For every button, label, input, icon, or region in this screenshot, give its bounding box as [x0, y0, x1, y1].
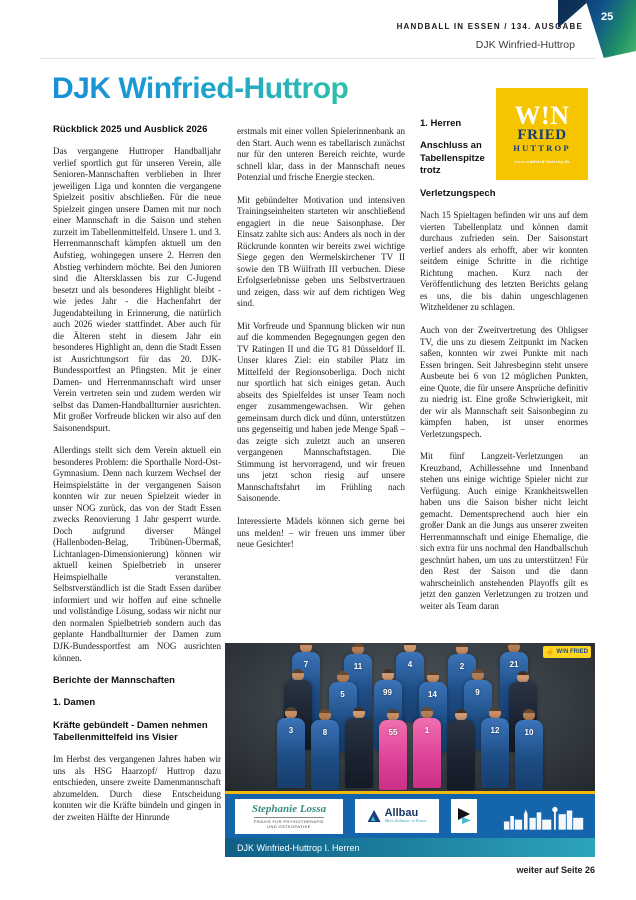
jersey-number: 14: [428, 690, 437, 699]
body-paragraph: Das vergangene Huttroper Handballjahr verlief sportlich gut für unseren Verein, alle Senioren-Mannschaften verblieben in Ihrer jeweiligen Liga und konnten die vergangene Spielzeit positiv abschließen. Für die neue Spielzeit gingen unsere Damen mit nur noch einer Mannschaft in die Saison und stehen zurzeit im Tabellenmittelfeld. Unsere 1. und 3. Herrenmannschaft kämpfen aktuell um den Aufstieg, wohingegen unsere 2. Herren den Abstieg verhindern möchte. Bei den Junioren sind die Altersklassen bis zur C-Jugend besetzt und als besonderes Highlight bleibt - wie jedes Jahr - die Hachenfahrt der Jugendabteilung in Erinnerung, die natürlich auch 2026 wieder stattfindet. Aber auch für die Älteren steht in diesem Jahr ein besonderes Highlight an, denn die Stadt Essen ist Ausrichtungsort für das 20. DJK-Bundessportfest an Pfingsten. Mit je einer Damen- und Herrenmannschaft wird unser Verein vertreten sein und zudem werden wir selbst das Damen-Handballturnier ausrichten. Mit großer Vorfreude blicken wir also auf den Saisonendspurt.: [53, 146, 221, 433]
team-photo-image: [225, 643, 595, 791]
player-jersey: [345, 718, 373, 788]
sponsor-physio-name: Stephanie Lossa: [251, 802, 327, 815]
report-heading-damen: Kräfte gebündelt - Damen nehmen Tabellenmittelfeld ins Visier: [53, 719, 208, 744]
player-figure: [413, 707, 441, 790]
sponsor-physio-logo: [235, 799, 343, 834]
logo-url: www.winfried-huttrop.de: [514, 158, 570, 164]
player-figure: [447, 709, 475, 790]
body-paragraph: Interessierte Mädels können sich gerne bei uns melden! – wir freuen uns immer über neue Gesichter!: [237, 515, 405, 550]
logo-line-fried: FRIED: [517, 127, 567, 144]
logo-line-huttrop: HUTTROP: [513, 143, 571, 154]
sponsor-allbau-name: Allbau: [384, 807, 419, 820]
jersey-number: 12: [490, 726, 500, 735]
body-paragraph: Im Herbst des vergangenen Jahres haben wir uns als HSG Haarzopf/ Huttrop dazu entschieden, unsere zweite Damenmannschaft abzumelden. Durch diese Entscheidung konnten wir die Kräfte bündeln und gingen in der zweiten Hälfte der Hinrunde: [53, 754, 221, 822]
allbau-triangle-icon: [368, 810, 381, 822]
player-figure: [515, 709, 543, 790]
player-jersey: [277, 718, 305, 788]
body-paragraph: Mit Vorfreude und Spannung blicken wir nun auf die kommenden Begegnungen gegen den TV Ratingen II und die TG 81 Düsseldorf II. Unser klares Ziel: ein stabiler Platz im Mittelfeld der Regionsoberliga. Doch nicht nur sportlich hat sich einiges getan. Auch abseits des Spielfeldes ist unser Team noch enger zusammengewachsen. Wir gehen gemeinsam durch dick und dünn, unterstützen uns gegenseitig und haben jede Menge Spaß – das zeigte sich zuletzt auch an unseren vergangenen Mannschaftstagen. Die Stimmung ist hervorragend, und wir freuen uns jetzt schon riesig auf unsere Mannschaftsfahrt im Frühling nach Saisonende.: [237, 320, 405, 504]
jersey-number: 2: [459, 662, 465, 671]
player-jersey: [379, 720, 407, 790]
logo-line-win: W!N: [514, 100, 570, 130]
team-subheading-damen: 1. Damen: [53, 697, 96, 709]
jersey-number: 11: [353, 662, 363, 671]
player-figure: [345, 707, 373, 790]
jersey-number: 9: [475, 688, 480, 697]
sponsor-band: [225, 794, 595, 838]
sponsor-allbau-tagline: Mein Zuhause in Essen: [384, 818, 427, 824]
intro-heading: Rückblick 2025 und Ausblick 2026: [53, 124, 208, 135]
body-paragraph: Auch von der Zweitvertretung des Ohligser TV, die uns zu diesem Zeitpunkt im Nacken saßen, konnten wir zwei Punkte mit nach Essen bringen. Seit Jahresbeginn steht unsere Ausbeute bei 6 von 12 möglichen Punkten, eine Quote, die für unsere Ansprüche definitiv zu niedrig ist. Eine große Schwierigkeit, mit der wir als Mannschaft seit Saisonbeginn zu kämpfen haben, ist unser enormes Verletzungspech.: [420, 324, 588, 439]
arrow-teal-icon: [462, 817, 471, 824]
jersey-number: 7: [303, 660, 309, 669]
player-figure: [481, 707, 509, 790]
jersey-number: 8: [322, 728, 328, 737]
team-photo: [225, 643, 595, 857]
winfried-huttrop-logo: [496, 88, 588, 180]
header-club-name: DJK Winfried-Huttrop: [475, 39, 575, 51]
photo-club-badge: [543, 646, 591, 658]
player-jersey: [515, 720, 543, 790]
body-paragraph: Mit fünf Langzeit-Verletzungen an Kreuzband, Achillessehne und Innenband stehen uns einige wichtige Spieler nicht zur Verfügung. Auch einige Krankheitswellen haben uns die Saison bisher nicht leicht gemacht. Dementsprechend auch hier ein großer Dank an die Jungs aus unserer zweiten Herrenmannschaft und einige Ehemalige, die sich extra für uns nochmal den Handballschuh geschnürt haben, um uns zu unterstützen! Für den Rest der Saison und die dann wahrscheinlich anstehenden Playoffs gilt es jetzt den ganzen Verletzungen zu trotzen und weiter als Team daran: [420, 451, 588, 611]
body-paragraph: erstmals mit einer vollen Spielerinnenbank an den Start. Auch wenn es tabellarisch zunächst nur für den unteren Bereich reichte, wurde schnell klar, dass in der Mannschaft neues Potenzial und frische Energie stecken.: [237, 126, 405, 183]
victory-hand-icon: ✌: [545, 649, 555, 656]
jersey-number: 1: [424, 726, 430, 735]
issue-kicker: HANDBALL IN ESSEN / 134. AUSGABE: [396, 22, 583, 31]
badge-label: W!N FRIED: [556, 649, 588, 655]
sponsor-arrow-logo: [451, 799, 477, 833]
sponsor-physio-subtitle: PRAXIS FÜR PHYSIOTHERAPIE UND OSTEOPATHIE: [253, 818, 325, 829]
page-title: DJK Winfried-Huttrop: [52, 72, 349, 105]
body-paragraph: Mit gebündelter Motivation und intensiven Trainingseinheiten starteten wir anschließend engagiert in die neue Saisonphase. Der Einsatz zahlte sich aus: Anders als noch in der Rückrunde konnten wir bereits zwei wichtige Siege gegen den Wermelskirchener TV II sowie den TB Wülfrath III verbuchen. Diese Erfolgserlebnisse geben uns Selbstvertrauen und zeigen, dass wir auf dem richtigen Weg sind.: [237, 194, 405, 309]
header-divider: [40, 58, 596, 59]
player-figure: [379, 709, 407, 790]
jersey-number: 99: [383, 688, 392, 697]
column-1: [53, 124, 221, 835]
essen-skyline-icon: [503, 802, 585, 830]
page-number: 25: [601, 11, 614, 23]
team-subheading-herren: 1. Herren: [420, 118, 462, 129]
player-figure: [311, 709, 339, 790]
column-3: [420, 88, 588, 623]
jersey-number: 21: [509, 660, 519, 669]
jersey-number: 10: [524, 728, 534, 737]
player-jersey: [481, 718, 509, 788]
continue-note: weiter auf Seite 26: [516, 865, 595, 875]
section-heading: Berichte der Mannschaften: [53, 675, 175, 687]
body-paragraph: Nach 15 Spieltagen befinden wir uns auf dem vierten Tabellenplatz und können damit durchaus zufrieden sein. Der Saisonstart verlief anders als erhofft, aber wir konnten seitdem einige Schritte in die richtige Richtung machen. Kurz nach der Veröffentlichung des letzten Berichts gelang es uns, die bis dahin ungeschlagenen Witzheldener zu schlagen.: [420, 210, 588, 313]
column-2: [237, 126, 405, 562]
body-paragraph: Allerdings stellt sich dem Verein aktuell ein besonderes Problem: die Sporthalle Nord-Ost-Gymnasium. Denn nach kurzem Wechsel der Heimspielstätte in der vergangenen Saison konnten wir zur neuen Spielzeit wieder in unser NOG zurück, das von der Stadt Essen zwecks Renovierung 1 Jahr gesperrt wurde. Doch aufgrund diverser Mängel (Hallenboden-Belag, Tribünen-Übermaß, Lichtanlagen-Dimensionierung) können wir aktuell keinen Spielbetrieb in unserer Heimspielhalle veranstalten. Selbstverständlich ist die Stadt Essen darüber informiert und wir hoffen auf eine schnelle und vollständige Lösung, sodass wir nicht nur den normalen Spielbetrieb sondern auch das geplante Handballturnier der Damen zum DJK-Bundessportfest am NOG ausrichten können.: [53, 445, 221, 663]
player-jersey: [311, 720, 339, 790]
jersey-number: 5: [340, 690, 345, 699]
report-heading-herren: Anschluss an Tabellenspitze trotz Verletzungspech: [420, 140, 496, 199]
photo-row-front: [225, 707, 595, 790]
player-figure: [277, 707, 305, 790]
sponsor-allbau-logo: [355, 799, 439, 833]
player-jersey: [447, 720, 475, 790]
photo-caption: DJK Winfried-Huttrop I. Herren: [225, 838, 595, 857]
jersey-number: 3: [288, 726, 294, 735]
jersey-number: 4: [407, 660, 413, 669]
jersey-number: 55: [388, 728, 398, 737]
player-jersey: [413, 718, 441, 788]
